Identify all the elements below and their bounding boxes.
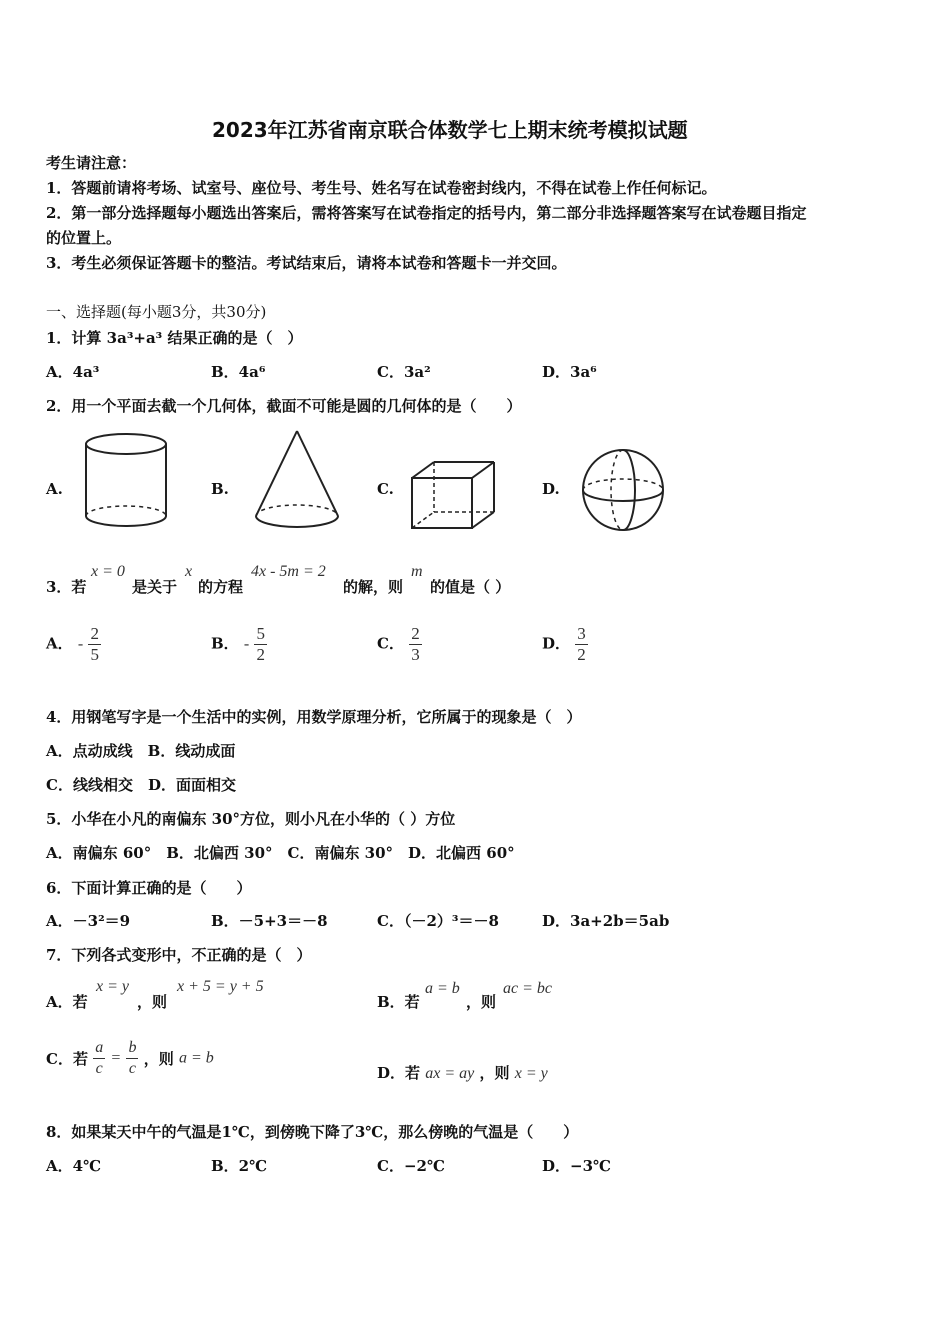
question-7: 7．下列各式变形中，不正确的是（ ） [46,946,312,964]
q3-option-fraction [254,624,267,665]
numerator: b [126,1038,138,1059]
q7-option-d-result: x = y [514,1065,548,1082]
q3-x-equals-0: x = 0 [91,563,125,580]
q7-option-a-label: A．若 [46,993,88,1011]
q3-option-fraction [88,624,101,665]
notice-line: 3．考生必须保证答题卡的整洁。考试结束后，请将本试卷和答题卡一并交回。 [46,254,567,272]
question-5: 5．小华在小凡的南偏东 30°方位，则小凡在小华的（ ）方位 [46,810,456,828]
q2-option-c-label: C. [377,480,394,498]
q3-option-c [377,624,422,665]
q3-option-label: B． [211,634,239,653]
q7-option-b-then: ，则 [466,993,497,1011]
q5-options: A．南偏东 60° B．北偏西 30° C．南偏东 30° D．北偏西 60° [46,844,515,862]
q8-option-c: C．−2℃ [377,1157,445,1175]
denominator: c [95,1060,103,1077]
q7-option-b-result: ac = bc [503,980,552,997]
q6-option-a: A．－3²＝9 [46,912,131,930]
cylinder-icon [80,430,172,534]
q8-option-a: A．4℃ [46,1157,102,1175]
q3-text: 的方程 [198,578,244,596]
page-title: 2023年江苏省南京联合体数学七上期末统考模拟试题 [212,118,688,142]
q7-option-b-label: B．若 [377,993,420,1011]
q3-option-b [211,624,267,665]
q7-option-c-fraction-left [93,1038,105,1079]
q1-option-d: D．3a⁶ [542,363,597,381]
question-1 [46,327,303,348]
q7-option-c-label: C．若 [46,1050,88,1068]
numerator: 3 [577,624,586,643]
q1-text: 结果正确的是（ ） [167,329,303,347]
q3-option-sign: - [243,635,250,653]
q3-option-fraction [409,624,422,665]
q3-option-label: A． [46,634,73,653]
numerator: 2 [90,624,99,643]
notice-line: 2．第一部分选择题每小题选出答案后，需将答案写在试卷指定的括号内，第二部分非选择题答案写在试卷题目指定 [46,204,807,222]
q6-option-d: D．3a+2b＝5ab [542,912,670,930]
section-heading: 一、选择题(每小题3分，共30分) [46,303,267,321]
q2-option-d-label: D. [542,480,560,498]
q7-option-b-cond: a = b [425,980,460,997]
sphere-icon [580,447,666,533]
q1-num: 1．计算 [46,329,102,347]
q7-option-d-then: ，则 [479,1064,510,1082]
numerator: 5 [256,624,265,643]
q7-option-c-equals: = [110,1049,122,1067]
q7-option-c-fraction-right [126,1038,138,1079]
q7-option-d-label: D．若 [377,1064,421,1082]
q7-option-c-result: a = b [178,1049,214,1067]
numerator: 2 [411,624,420,643]
notice-line: 1．答题前请将考场、试室号、座位号、考生号、姓名写在试卷密封线内，不得在试卷上作任何标记。 [46,179,717,197]
notice-heading: 考生请注意： [46,154,137,172]
question-2: 2．用一个平面去截一个几何体，截面不可能是圆的几何体的是（ ） [46,397,522,415]
q7-option-d-cond: ax = ay [425,1065,475,1082]
numerator: a [93,1038,105,1059]
q1-expr: 3a³+a³ [106,329,163,347]
q8-option-b: B．2℃ [211,1157,268,1175]
notice-line: 的位置上。 [46,229,122,247]
q7-option-a-result: x + 5 = y + 5 [177,978,264,995]
q3-option-label: C． [377,634,404,653]
q3-text: 的值是（ ） [430,578,511,596]
question-8: 8．如果某天中午的气温是1℃，到傍晚下降了3℃，那么傍晚的气温是（ ） [46,1123,579,1141]
denominator: 3 [411,645,420,664]
question-6: 6．下面计算正确的是（ ） [46,879,252,897]
q7-option-c-then: ，则 [143,1050,174,1068]
q7-option-c [46,1038,214,1079]
q2-option-a-label: A. [46,480,63,498]
q4-options-line-1: A．点动成线 B．线动成面 [46,742,236,760]
q1-option-a: A．4a³ [46,363,100,381]
q3-option-d [542,624,588,665]
q2-option-b-label: B. [211,480,229,498]
q3-option-sign: - [77,635,84,653]
cube-icon [408,458,498,532]
q4-options-line-2: C．线线相交 D．面面相交 [46,776,236,794]
cone-icon [252,428,342,532]
question-4: 4．用钢笔写字是一个生活中的实例，用数学原理分析，它所属于的现象是（ ） [46,708,582,726]
q6-option-b: B．－5+3＝－8 [211,912,328,930]
q3-option-label: D． [542,634,571,653]
denominator: c [128,1060,136,1077]
q3-var-m: m [411,563,423,580]
denominator: 2 [256,645,265,664]
q6-option-c: C．（－2）³＝－8 [377,912,499,930]
q1-option-b: B．4a⁶ [211,363,266,381]
q3-text: 是关于 [132,578,178,596]
q1-option-c: C．3a² [377,363,431,381]
q3-option-fraction [575,624,588,665]
denominator: 5 [90,645,99,664]
q3-equation: 4x - 5m = 2 [251,563,326,580]
q7-option-a-cond: x = y [96,978,129,995]
q7-option-d [377,1062,548,1083]
q3-option-a [46,624,101,665]
q3-var-x: x [185,563,193,580]
q3-text: 的解，则 [343,578,404,596]
q3-num: 3．若 [46,578,87,596]
denominator: 2 [577,645,586,664]
q7-option-a-then: ，则 [137,993,168,1011]
q8-option-d: D．−3℃ [542,1157,611,1175]
